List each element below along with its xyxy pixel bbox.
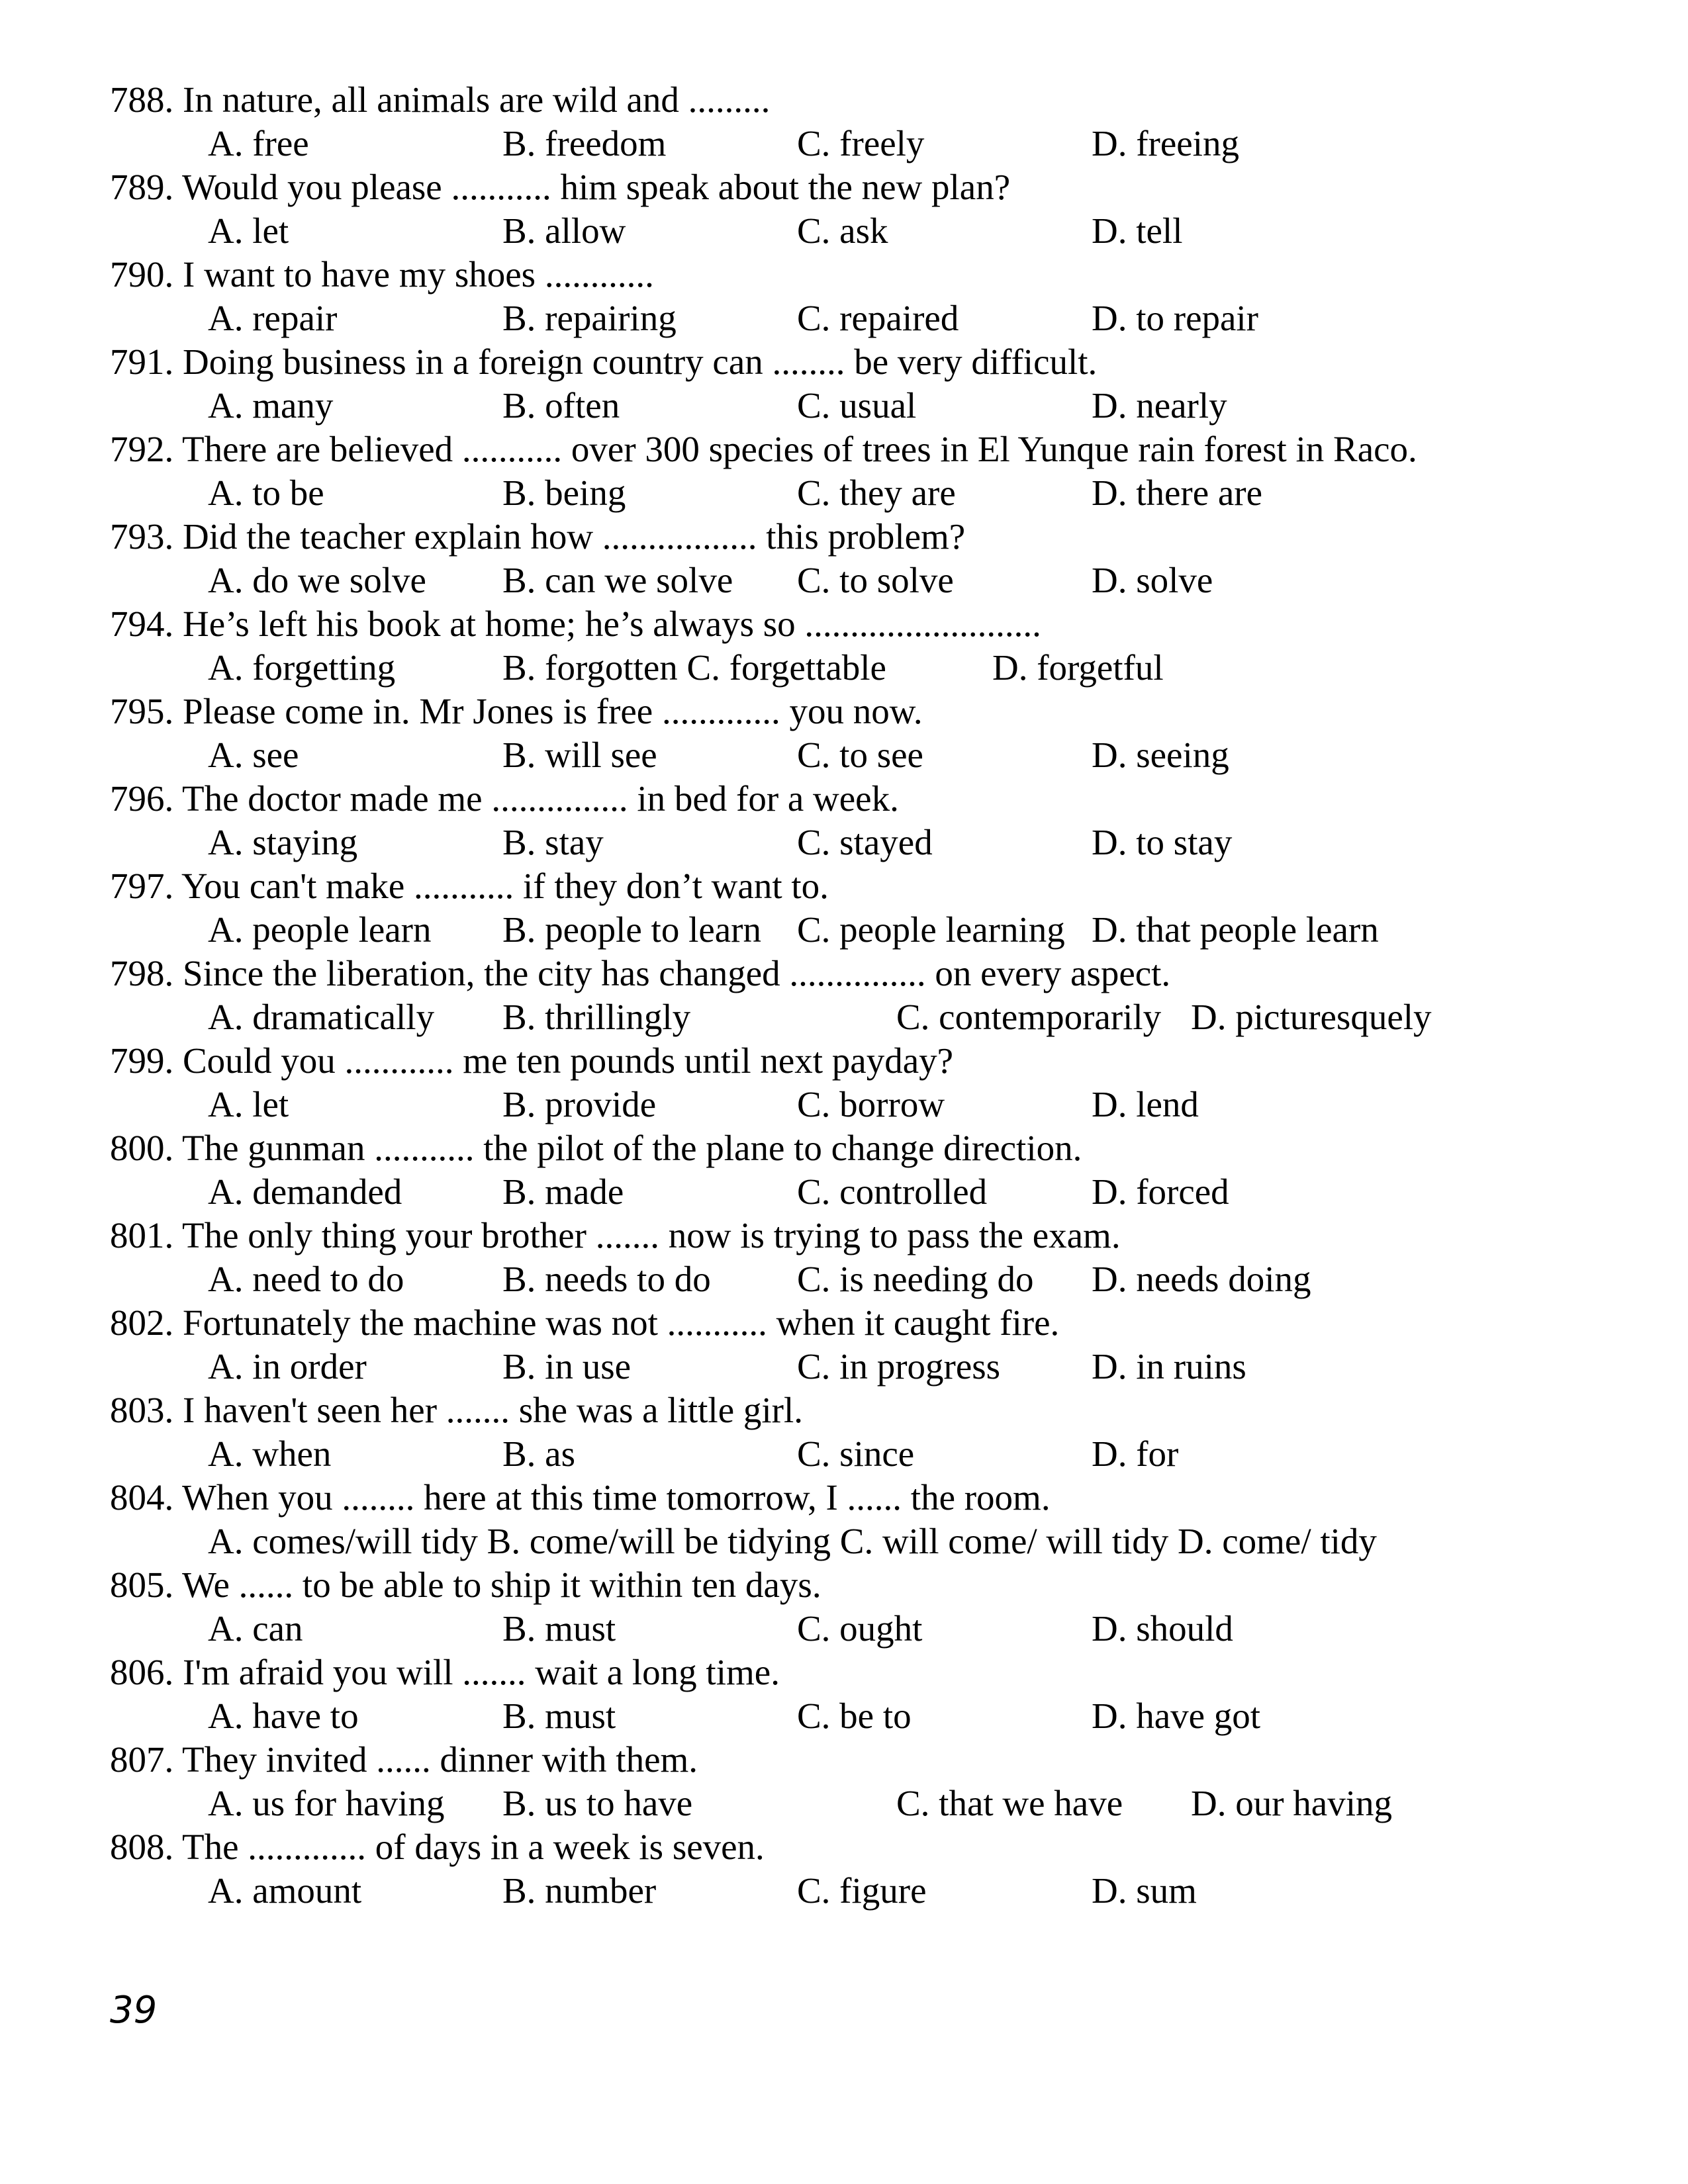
question-item <box>110 515 1599 602</box>
question-text: 791. Doing business in a foreign country can ........ be very difficult. <box>110 341 1098 382</box>
answer-option: B. as <box>502 1433 575 1474</box>
question-item <box>110 1301 1599 1388</box>
question-text: 803. I haven't seen her ....... she was a little girl. <box>110 1390 803 1430</box>
question-item <box>110 1476 1599 1563</box>
answer-option: A. repair <box>208 298 338 338</box>
answer-option: B. must <box>502 1608 616 1649</box>
answer-option: D. forced <box>1092 1171 1229 1212</box>
question-text: 801. The only thing your brother ....... now is trying to pass the exam. <box>110 1215 1121 1255</box>
answer-option: B. will see <box>502 735 657 775</box>
answer-option: B. provide <box>502 1084 657 1124</box>
answer-option: C. in progress <box>797 1346 1001 1387</box>
answer-option: D. needs doing <box>1092 1259 1311 1299</box>
answer-option: D. in ruins <box>1092 1346 1246 1387</box>
answer-option: B. can we solve <box>502 560 733 600</box>
answer-options <box>110 559 1599 602</box>
answer-option: A. forgetting <box>208 647 396 688</box>
question-text: 789. Would you please ........... him speak about the new plan? <box>110 167 1011 207</box>
question-text: 799. Could you ............ me ten pounds until next payday? <box>110 1040 954 1081</box>
answer-option: D. sum <box>1092 1870 1197 1911</box>
answer-option: B. number <box>502 1870 657 1911</box>
answer-option: B. being <box>502 473 626 513</box>
answer-option: C. controlled <box>797 1171 988 1212</box>
answer-option: A. when <box>208 1433 332 1474</box>
answer-option: A. have to <box>208 1696 359 1736</box>
answer-options <box>110 646 1599 690</box>
answer-options <box>110 209 1599 253</box>
answer-option: B. us to have <box>502 1783 693 1823</box>
answer-options <box>110 1345 1599 1388</box>
answer-option: A. let <box>208 210 289 251</box>
answer-option: C. to solve <box>797 560 954 600</box>
answer-options <box>110 733 1599 777</box>
question-item <box>110 1039 1599 1126</box>
answer-option: C. is needing do <box>797 1259 1034 1299</box>
answer-option: A. need to do <box>208 1259 404 1299</box>
answer-option: D. tell <box>1092 210 1183 251</box>
answer-option: A. dramatically <box>208 997 435 1037</box>
question-item <box>110 1214 1599 1301</box>
answer-option: D. for <box>1092 1433 1179 1474</box>
answer-option: C. figure <box>797 1870 927 1911</box>
answer-options <box>110 384 1599 428</box>
answer-option: D. our having <box>1191 1783 1392 1823</box>
question-text: 793. Did the teacher explain how ................. this problem? <box>110 516 966 557</box>
question-text: 805. We ...... to be able to ship it within ten days. <box>110 1565 821 1605</box>
answer-option: C. contemporarily <box>896 997 1162 1037</box>
answer-option: D. seeing <box>1092 735 1229 775</box>
question-text: 794. He’s left his book at home; he’s always so .......................... <box>110 604 1041 644</box>
answer-option: A. demanded <box>208 1171 402 1212</box>
answer-options <box>110 1083 1599 1126</box>
answer-option: D. to stay <box>1092 822 1233 862</box>
answer-options <box>110 1520 1599 1563</box>
answer-option: A. can <box>208 1608 303 1649</box>
answer-option: C. stayed <box>797 822 933 862</box>
answer-option: D. lend <box>1092 1084 1199 1124</box>
answer-option: A. let <box>208 1084 289 1124</box>
question-item <box>110 777 1599 864</box>
answer-option: B. made <box>502 1171 624 1212</box>
answer-options <box>110 471 1599 515</box>
answer-option: D. nearly <box>1092 385 1227 426</box>
answer-option: B. people to learn <box>502 909 761 950</box>
answer-option: C. people learning <box>797 909 1065 950</box>
answer-options <box>110 1694 1599 1738</box>
question-text: 790. I want to have my shoes ............ <box>110 254 654 295</box>
question-item <box>110 1126 1599 1214</box>
answer-option: B. forgotten C. forgettable <box>502 647 886 688</box>
answer-option: A. us for having <box>208 1783 445 1823</box>
answer-option: B. in use <box>502 1346 632 1387</box>
answer-option: B. needs to do <box>502 1259 711 1299</box>
answer-options <box>110 821 1599 864</box>
answer-option: A. comes/will tidy B. come/will be tidying C. will come/ will tidy D. come/ tidy <box>208 1521 1377 1561</box>
question-text: 797. You can't make ........... if they don’t want to. <box>110 866 829 906</box>
question-text: 804. When you ........ here at this time tomorrow, I ...... the room. <box>110 1477 1051 1518</box>
answer-option: D. to repair <box>1092 298 1258 338</box>
answer-option: C. ask <box>797 210 888 251</box>
question-item <box>110 78 1599 165</box>
answer-option: D. have got <box>1092 1696 1261 1736</box>
answer-option: A. do we solve <box>208 560 426 600</box>
question-text: 806. I'm afraid you will ....... wait a long time. <box>110 1652 780 1692</box>
answer-option: C. freely <box>797 123 925 163</box>
answer-option: A. free <box>208 123 309 163</box>
answer-option: B. thrillingly <box>502 997 691 1037</box>
answer-option: A. see <box>208 735 299 775</box>
answer-option: B. repairing <box>502 298 677 338</box>
answer-option: B. often <box>502 385 620 426</box>
question-text: 796. The doctor made me ............... in bed for a week. <box>110 778 899 819</box>
answer-option: B. freedom <box>502 123 667 163</box>
answer-option: D. forgetful <box>992 647 1164 688</box>
answer-options <box>110 1782 1599 1825</box>
answer-options <box>110 1432 1599 1476</box>
question-list <box>110 78 1599 1913</box>
question-item <box>110 864 1599 952</box>
question-item <box>110 1563 1599 1651</box>
question-item <box>110 340 1599 428</box>
question-text: 788. In nature, all animals are wild and ......... <box>110 79 771 120</box>
answer-options <box>110 122 1599 165</box>
answer-option: D. that people learn <box>1092 909 1379 950</box>
question-item <box>110 1388 1599 1476</box>
answer-option: A. in order <box>208 1346 367 1387</box>
question-text: 798. Since the liberation, the city has changed ............... on every aspect. <box>110 953 1171 993</box>
answer-option: B. allow <box>502 210 626 251</box>
question-item <box>110 952 1599 1039</box>
question-item <box>110 1651 1599 1738</box>
answer-option: C. since <box>797 1433 915 1474</box>
answer-option: A. staying <box>208 822 358 862</box>
answer-option: D. freeing <box>1092 123 1239 163</box>
question-item <box>110 428 1599 515</box>
question-text: 800. The gunman ........... the pilot of the plane to change direction. <box>110 1128 1082 1168</box>
question-text: 802. Fortunately the machine was not ........... when it caught fire. <box>110 1302 1060 1343</box>
answer-option: D. solve <box>1092 560 1213 600</box>
answer-option: D. should <box>1092 1608 1233 1649</box>
answer-option: A. many <box>208 385 334 426</box>
question-item <box>110 165 1599 253</box>
answer-options <box>110 1170 1599 1214</box>
answer-option: B. must <box>502 1696 616 1736</box>
question-item <box>110 602 1599 690</box>
page-number: 39 <box>110 1989 158 2032</box>
answer-option: C. that we have <box>896 1783 1123 1823</box>
answer-options <box>110 296 1599 340</box>
question-item <box>110 1738 1599 1825</box>
answer-option: C. ought <box>797 1608 923 1649</box>
question-text: 792. There are believed ........... over 300 species of trees in El Yunque rain forest in Raco. <box>110 429 1417 469</box>
answer-option: B. stay <box>502 822 604 862</box>
answer-option: D. picturesquely <box>1191 997 1432 1037</box>
question-text: 807. They invited ...... dinner with them. <box>110 1739 698 1780</box>
answer-option: C. usual <box>797 385 917 426</box>
answer-option: C. borrow <box>797 1084 945 1124</box>
question-text: 795. Please come in. Mr Jones is free ............. you now. <box>110 691 923 731</box>
answer-option: C. be to <box>797 1696 912 1736</box>
answer-options <box>110 908 1599 952</box>
answer-option: C. repaired <box>797 298 959 338</box>
answer-option: D. there are <box>1092 473 1263 513</box>
answer-option: C. they are <box>797 473 956 513</box>
answer-option: A. to be <box>208 473 324 513</box>
question-text: 808. The ............. of days in a week is seven. <box>110 1827 765 1867</box>
question-item <box>110 1825 1599 1913</box>
answer-option: C. to see <box>797 735 923 775</box>
answer-options <box>110 1607 1599 1651</box>
question-item <box>110 253 1599 340</box>
answer-options <box>110 995 1599 1039</box>
answer-options <box>110 1869 1599 1913</box>
question-item <box>110 690 1599 777</box>
answer-option: A. people learn <box>208 909 432 950</box>
answer-options <box>110 1257 1599 1301</box>
answer-option: A. amount <box>208 1870 362 1911</box>
